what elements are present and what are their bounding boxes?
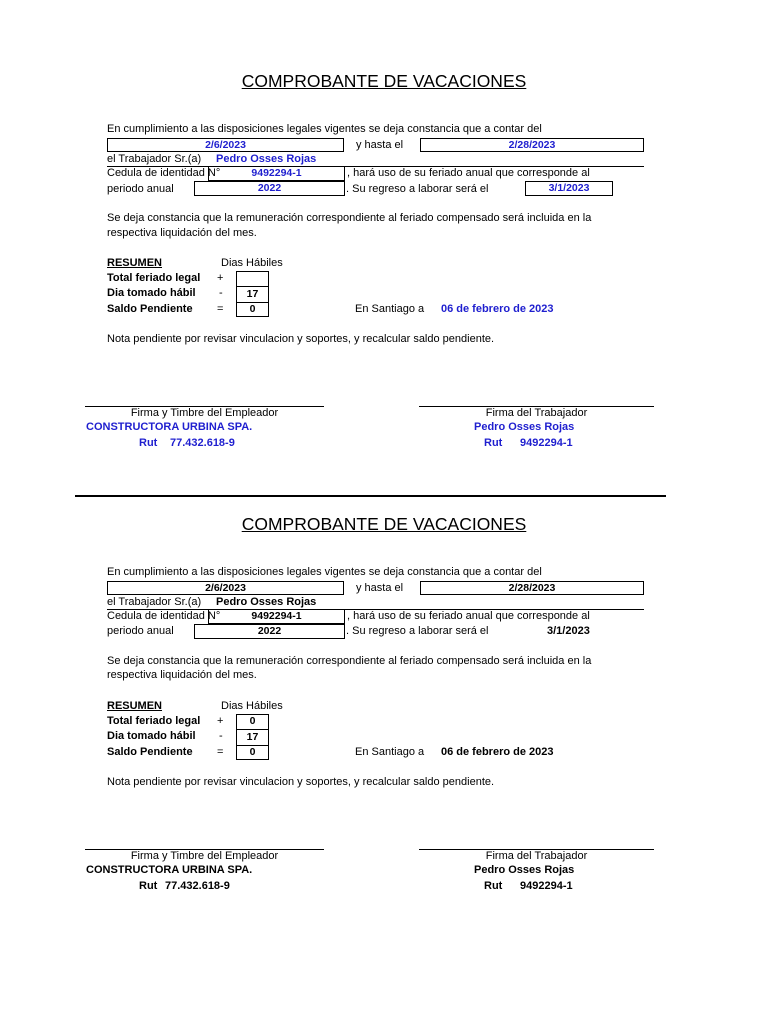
fecha-emision: 06 de febrero de 2023 (441, 303, 554, 315)
rut-empresa: 77.432.618-9 (165, 880, 230, 892)
saldo-pendiente-value: 0 (236, 302, 269, 317)
en-santiago-label: En Santiago a (355, 303, 425, 315)
y-hasta-label: y hasta el (356, 582, 404, 594)
saldo-op: = (217, 303, 224, 315)
tomado-op: - (219, 287, 223, 299)
nota-text: Nota pendiente por revisar vinculacion y soportes, y recalcular saldo pendiente. (107, 333, 495, 345)
dias-habiles-label: Dias Hábiles (221, 257, 283, 269)
constancia-line-2: respectiva liquidación del mes. (107, 669, 257, 681)
cedula-field: 9492294-1 (208, 167, 345, 181)
firma-empleador-label: Firma y Timbre del Empleador (130, 407, 279, 419)
regreso-label: . Su regreso a laborar será el (346, 625, 489, 637)
rut-empresa-label: Rut (139, 880, 158, 892)
resumen-heading: RESUMEN (107, 257, 163, 269)
total-feriado-label: Total feriado legal (107, 272, 201, 284)
y-hasta-label: y hasta el (356, 139, 404, 151)
trabajador-nombre: Pedro Osses Rojas (216, 596, 317, 608)
periodo-label: periodo anual (107, 183, 174, 195)
fecha-regreso-field: 3/1/2023 (525, 181, 613, 196)
document-title: COMPROBANTE DE VACACIONES (241, 71, 527, 91)
rut-empresa-label: Rut (139, 437, 158, 449)
cedula-label: Cedula de identidad N° (107, 610, 221, 622)
dia-tomado-label: Dia tomado hábil (107, 287, 196, 299)
trabajador-nombre: Pedro Osses Rojas (216, 153, 317, 165)
fecha-hasta-field: 2/28/2023 (420, 138, 644, 152)
fecha-regreso-field: 3/1/2023 (547, 625, 590, 637)
feriado-text: , hará uso de su feriado anual que corresponde al (347, 610, 590, 622)
resumen-heading: RESUMEN (107, 700, 163, 712)
firma-trabajador-label: Firma del Trabajador (485, 850, 588, 862)
periodo-label: periodo anual (107, 625, 174, 637)
empresa-nombre: CONSTRUCTORA URBINA SPA. (86, 421, 253, 433)
firma-trabajador-label: Firma del Trabajador (485, 407, 588, 419)
saldo-pendiente-label: Saldo Pendiente (107, 746, 193, 758)
empresa-nombre: CONSTRUCTORA URBINA SPA. (86, 864, 253, 876)
fecha-desde-field: 2/6/2023 (107, 138, 344, 152)
total-feriado-label: Total feriado legal (107, 715, 201, 727)
rut-empresa: 77.432.618-9 (170, 437, 235, 449)
constancia-line-1: Se deja constancia que la remuneración correspondiente al feriado compensado será incluida en la (107, 212, 592, 224)
regreso-label: . Su regreso a laborar será el (346, 183, 489, 195)
fecha-hasta-field: 2/28/2023 (420, 581, 644, 595)
intro-text: En cumplimiento a las disposiciones legales vigentes se deja constancia que a contar del (107, 123, 542, 135)
firma-trabajador-nombre: Pedro Osses Rojas (474, 864, 575, 876)
saldo-pendiente-value: 0 (236, 745, 269, 760)
trabajador-label: el Trabajador Sr.(a) (107, 153, 202, 165)
total-op: + (217, 272, 224, 284)
total-feriado-value: 0 (236, 714, 269, 730)
trabajador-label: el Trabajador Sr.(a) (107, 596, 202, 608)
feriado-text: , hará uso de su feriado anual que corresponde al (347, 167, 590, 179)
constancia-line-1: Se deja constancia que la remuneración correspondiente al feriado compensado será incluida en la (107, 655, 592, 667)
firma-empleador-label: Firma y Timbre del Empleador (130, 850, 279, 862)
dias-habiles-label: Dias Hábiles (221, 700, 283, 712)
rut-trabajador: 9492294-1 (520, 437, 573, 449)
total-op: + (217, 715, 224, 727)
document-title: COMPROBANTE DE VACACIONES (241, 514, 527, 534)
saldo-op: = (217, 746, 224, 758)
periodo-field: 2022 (194, 624, 345, 639)
fecha-emision: 06 de febrero de 2023 (441, 746, 554, 758)
rut-trabajador-label: Rut (484, 880, 503, 892)
rut-trabajador: 9492294-1 (520, 880, 573, 892)
dia-tomado-label: Dia tomado hábil (107, 730, 196, 742)
en-santiago-label: En Santiago a (355, 746, 425, 758)
cedula-field: 9492294-1 (208, 610, 345, 624)
firma-trabajador-nombre: Pedro Osses Rojas (474, 421, 575, 433)
constancia-line-2: respectiva liquidación del mes. (107, 227, 257, 239)
dia-tomado-value: 17 (236, 730, 269, 746)
periodo-field: 2022 (194, 181, 345, 196)
nota-text: Nota pendiente por revisar vinculacion y soportes, y recalcular saldo pendiente. (107, 776, 495, 788)
intro-text: En cumplimiento a las disposiciones legales vigentes se deja constancia que a contar del (107, 566, 542, 578)
fecha-desde-field: 2/6/2023 (107, 581, 344, 595)
tomado-op: - (219, 730, 223, 742)
rut-trabajador-label: Rut (484, 437, 503, 449)
cedula-label: Cedula de identidad N° (107, 167, 221, 179)
dia-tomado-value: 17 (236, 287, 269, 303)
saldo-pendiente-label: Saldo Pendiente (107, 303, 193, 315)
